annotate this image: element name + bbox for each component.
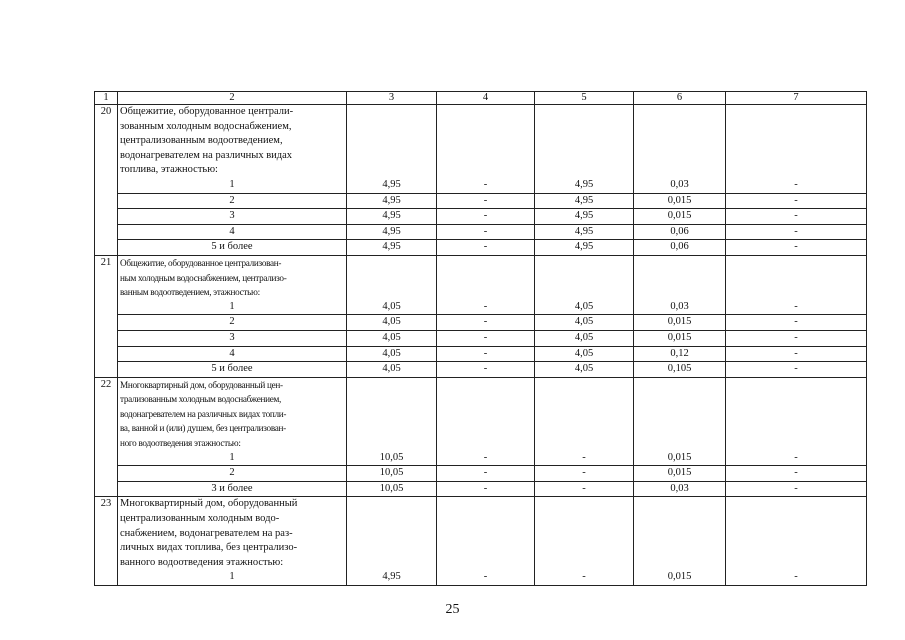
floors-cell: 5 и более bbox=[118, 362, 347, 378]
col6-cell: 0,015 bbox=[634, 315, 726, 331]
col4-cell: - bbox=[437, 346, 535, 362]
empty-cell bbox=[535, 377, 634, 450]
empty-cell bbox=[437, 497, 535, 570]
empty-cell bbox=[535, 105, 634, 178]
header-cell: 5 bbox=[535, 92, 634, 105]
col7-cell: - bbox=[726, 451, 867, 466]
description-line: ванного водоотведения этажностью: bbox=[120, 556, 284, 568]
col5-cell: 4,95 bbox=[535, 224, 634, 240]
row-number: 23 bbox=[95, 497, 118, 586]
table-row bbox=[95, 193, 867, 209]
col3-cell: 4,05 bbox=[347, 300, 437, 315]
col3-cell: 4,95 bbox=[347, 209, 437, 225]
floors-cell: 4 bbox=[118, 346, 347, 362]
col5-cell: 4,95 bbox=[535, 193, 634, 209]
empty-cell bbox=[634, 377, 726, 450]
col5-cell: - bbox=[535, 466, 634, 482]
col7-cell: - bbox=[726, 346, 867, 362]
col4-cell: - bbox=[437, 570, 535, 585]
description-line: ва, ванной и (или) душем, без централизован- bbox=[120, 423, 286, 434]
col5-cell: 4,05 bbox=[535, 346, 634, 362]
header-cell: 4 bbox=[437, 92, 535, 105]
description-line: Многоквартирный дом, оборудованный цен- bbox=[120, 379, 283, 390]
col6-cell: 0,015 bbox=[634, 451, 726, 466]
group-description-row bbox=[95, 255, 867, 299]
floors-cell: 1 bbox=[118, 570, 347, 585]
empty-cell bbox=[634, 105, 726, 178]
description-line: снабжением, водонагревателем на раз- bbox=[120, 527, 293, 539]
floors-cell: 1 bbox=[118, 178, 347, 193]
table-row bbox=[95, 240, 867, 256]
empty-cell bbox=[726, 105, 867, 178]
empty-cell bbox=[535, 255, 634, 299]
table-row bbox=[95, 330, 867, 346]
col7-cell: - bbox=[726, 481, 867, 497]
col5-cell: 4,95 bbox=[535, 240, 634, 256]
table-row bbox=[95, 346, 867, 362]
header-cell: 7 bbox=[726, 92, 867, 105]
empty-cell bbox=[437, 377, 535, 450]
empty-cell bbox=[634, 255, 726, 299]
col6-cell: 0,015 bbox=[634, 330, 726, 346]
floors-cell: 1 bbox=[118, 451, 347, 466]
row-number: 20 bbox=[95, 105, 118, 256]
table-row bbox=[95, 466, 867, 482]
col4-cell: - bbox=[437, 178, 535, 193]
col5-cell: 4,05 bbox=[535, 300, 634, 315]
col3-cell: 4,95 bbox=[347, 178, 437, 193]
col7-cell: - bbox=[726, 209, 867, 225]
col4-cell: - bbox=[437, 240, 535, 256]
table-row bbox=[95, 224, 867, 240]
table-row bbox=[95, 178, 867, 193]
header-row bbox=[95, 92, 867, 105]
row-number: 22 bbox=[95, 377, 118, 497]
col7-cell: - bbox=[726, 224, 867, 240]
group-description bbox=[118, 255, 347, 299]
header-cell: 6 bbox=[634, 92, 726, 105]
col4-cell: - bbox=[437, 315, 535, 331]
col6-cell: 0,03 bbox=[634, 300, 726, 315]
table-row bbox=[95, 362, 867, 378]
col3-cell: 4,05 bbox=[347, 315, 437, 331]
col3-cell: 10,05 bbox=[347, 451, 437, 466]
col4-cell: - bbox=[437, 330, 535, 346]
description-line: ного водоотведения этажностью: bbox=[120, 438, 241, 449]
col4-cell: - bbox=[437, 362, 535, 378]
col7-cell: - bbox=[726, 466, 867, 482]
header-cell: 2 bbox=[118, 92, 347, 105]
table-row bbox=[95, 300, 867, 315]
description-line: водонагревателем на различных видах bbox=[120, 149, 293, 161]
col5-cell: 4,05 bbox=[535, 330, 634, 346]
description-line: ванным водоотведением, этажностью: bbox=[120, 287, 260, 298]
col6-cell: 0,015 bbox=[634, 209, 726, 225]
floors-cell: 5 и более bbox=[118, 240, 347, 256]
col5-cell: - bbox=[535, 481, 634, 497]
floors-cell: 3 bbox=[118, 330, 347, 346]
col6-cell: 0,03 bbox=[634, 481, 726, 497]
empty-cell bbox=[535, 497, 634, 570]
description-line: Многоквартирный дом, оборудованный bbox=[120, 498, 298, 510]
table-row bbox=[95, 481, 867, 497]
col3-cell: 4,05 bbox=[347, 362, 437, 378]
col7-cell: - bbox=[726, 570, 867, 585]
empty-cell bbox=[634, 497, 726, 570]
col5-cell: 4,05 bbox=[535, 362, 634, 378]
header-cell: 3 bbox=[347, 92, 437, 105]
col3-cell: 4,95 bbox=[347, 193, 437, 209]
col3-cell: 4,95 bbox=[347, 240, 437, 256]
col6-cell: 0,015 bbox=[634, 570, 726, 585]
empty-cell bbox=[437, 105, 535, 178]
col7-cell: - bbox=[726, 178, 867, 193]
col4-cell: - bbox=[437, 300, 535, 315]
col4-cell: - bbox=[437, 193, 535, 209]
group-description bbox=[118, 377, 347, 450]
col4-cell: - bbox=[437, 209, 535, 225]
col7-cell: - bbox=[726, 315, 867, 331]
table-row bbox=[95, 209, 867, 225]
description-line: зованным холодным водоснабжением, bbox=[120, 120, 292, 132]
col6-cell: 0,06 bbox=[634, 240, 726, 256]
empty-cell bbox=[726, 377, 867, 450]
description-line: централизованным водоотведением, bbox=[120, 135, 283, 147]
col6-cell: 0,06 bbox=[634, 224, 726, 240]
floors-cell: 3 и более bbox=[118, 481, 347, 497]
col4-cell: - bbox=[437, 224, 535, 240]
col7-cell: - bbox=[726, 300, 867, 315]
norms-table bbox=[94, 91, 867, 586]
description-line: ным холодным водоснабжением, централизо- bbox=[120, 272, 287, 283]
description-line: Общежитие, оборудованное централизован- bbox=[120, 257, 282, 268]
col5-cell: - bbox=[535, 451, 634, 466]
col3-cell: 10,05 bbox=[347, 466, 437, 482]
group-description bbox=[118, 105, 347, 178]
empty-cell bbox=[347, 377, 437, 450]
group-description-row bbox=[95, 497, 867, 570]
col6-cell: 0,015 bbox=[634, 193, 726, 209]
header-cell: 1 bbox=[95, 92, 118, 105]
floors-cell: 3 bbox=[118, 209, 347, 225]
col3-cell: 4,05 bbox=[347, 330, 437, 346]
col5-cell: - bbox=[535, 570, 634, 585]
table-row bbox=[95, 570, 867, 585]
floors-cell: 1 bbox=[118, 300, 347, 315]
col7-cell: - bbox=[726, 330, 867, 346]
col5-cell: 4,95 bbox=[535, 209, 634, 225]
empty-cell bbox=[347, 255, 437, 299]
col7-cell: - bbox=[726, 362, 867, 378]
group-description bbox=[118, 497, 347, 570]
floors-cell: 2 bbox=[118, 466, 347, 482]
col3-cell: 4,05 bbox=[347, 346, 437, 362]
empty-cell bbox=[437, 255, 535, 299]
row-number: 21 bbox=[95, 255, 118, 377]
col3-cell: 4,95 bbox=[347, 224, 437, 240]
description-line: топлива, этажностью: bbox=[120, 164, 218, 176]
group-description-row bbox=[95, 377, 867, 450]
col6-cell: 0,105 bbox=[634, 362, 726, 378]
table-row bbox=[95, 315, 867, 331]
col6-cell: 0,12 bbox=[634, 346, 726, 362]
table-row bbox=[95, 451, 867, 466]
col3-cell: 10,05 bbox=[347, 481, 437, 497]
group-description-row bbox=[95, 105, 867, 178]
col4-cell: - bbox=[437, 481, 535, 497]
empty-cell bbox=[726, 255, 867, 299]
floors-cell: 2 bbox=[118, 193, 347, 209]
col3-cell: 4,95 bbox=[347, 570, 437, 585]
description-line: водонагревателем на различных видах топли- bbox=[120, 408, 287, 419]
col5-cell: 4,05 bbox=[535, 315, 634, 331]
floors-cell: 4 bbox=[118, 224, 347, 240]
col4-cell: - bbox=[437, 466, 535, 482]
col6-cell: 0,03 bbox=[634, 178, 726, 193]
description-line: Общежитие, оборудованное централи- bbox=[120, 106, 294, 117]
description-line: централизованным холодным водо- bbox=[120, 513, 280, 525]
col5-cell: 4,95 bbox=[535, 178, 634, 193]
col7-cell: - bbox=[726, 240, 867, 256]
col6-cell: 0,015 bbox=[634, 466, 726, 482]
empty-cell bbox=[726, 497, 867, 570]
description-line: личных видах топлива, без централизо- bbox=[120, 542, 298, 554]
empty-cell bbox=[347, 105, 437, 178]
col4-cell: - bbox=[437, 451, 535, 466]
empty-cell bbox=[347, 497, 437, 570]
col7-cell: - bbox=[726, 193, 867, 209]
description-line: трализованным холодным водоснабжением, bbox=[120, 394, 282, 405]
page-number: 25 bbox=[445, 602, 460, 617]
floors-cell: 2 bbox=[118, 315, 347, 331]
